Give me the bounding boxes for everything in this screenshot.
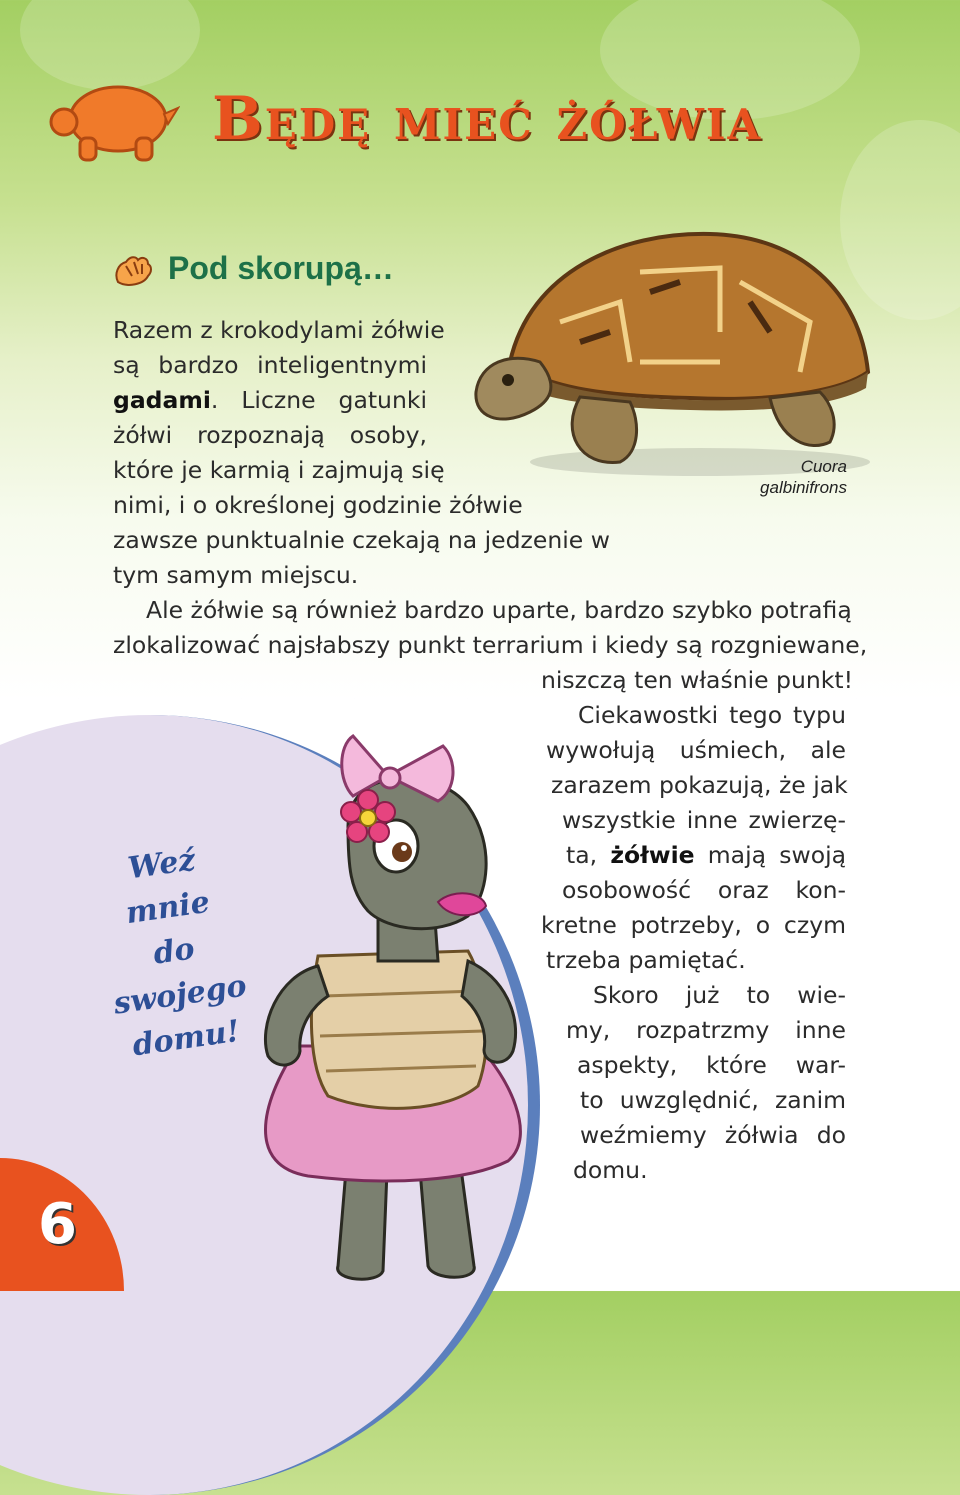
bold-term: gadami: [113, 386, 211, 414]
cartoon-turtle-illustration: [238, 706, 538, 1291]
text-line: kretne potrzeby, o czym: [541, 911, 846, 939]
page-title: Będę mieć żółwia: [212, 84, 763, 154]
text-line: Ciekawostki tego typu: [578, 701, 846, 729]
text-line: żółwi rozpoznają osoby,: [113, 421, 427, 449]
text-line: aspekty, które war-: [577, 1051, 846, 1079]
text-line: zawsze punktualnie czekają na jedzenie w: [113, 526, 610, 554]
text-line: które je karmią i zajmują się: [113, 456, 445, 484]
text-line: są bardzo inteligentnymi: [113, 351, 427, 379]
text-line: Ale żółwie są również bardzo uparte, bardzo szybko potrafią: [146, 596, 852, 624]
page-number: 6: [38, 1192, 77, 1257]
text-line: wszystkie inne zwierzę-: [562, 806, 846, 834]
text-line: osobowość oraz kon-: [562, 876, 846, 904]
speech-line: do swojego: [111, 931, 249, 1022]
bold-term: żółwie: [610, 841, 695, 869]
text-line: nimi, i o określonej godzinie żółwie: [113, 491, 523, 519]
text-line: niszczą ten właśnie punkt!: [541, 666, 854, 694]
text-line: [113, 383, 427, 418]
text-span: ta,: [566, 841, 611, 869]
hand-icon: [112, 252, 154, 288]
speech-line: domu!: [130, 1013, 242, 1064]
text-line: [566, 838, 846, 873]
photo-caption: [742, 456, 847, 498]
text-line: Razem z krokodylami żółwie: [113, 316, 445, 344]
text-span: . Liczne gatunki: [210, 386, 427, 414]
text-line: zarazem pokazują, że jak: [551, 771, 848, 799]
text-line: tym samym miejscu.: [113, 561, 359, 589]
text-line: zlokalizować najsłabszy punkt terrarium i kiedy są rozgniewane,: [113, 631, 868, 659]
section-heading: Pod skorupą…: [168, 250, 394, 286]
turtle-logo-icon: [48, 74, 180, 164]
text-line: my, rozpatrzmy inne: [566, 1016, 846, 1044]
text-line: Skoro już to wie-: [593, 981, 846, 1009]
text-span: mają swoją: [694, 841, 846, 869]
caption-line: galbinifrons: [760, 478, 847, 497]
turtle-photo: [470, 212, 880, 480]
speech-line: Weź mnie: [123, 842, 212, 932]
text-line: weźmiemy żółwia do: [580, 1121, 846, 1149]
caption-line: Cuora: [800, 457, 847, 476]
text-line: wywołują uśmiech, ale: [546, 736, 846, 764]
text-line: domu.: [573, 1156, 648, 1184]
text-line: trzeba pamiętać.: [546, 946, 746, 974]
text-line: to uwzględnić, zanim: [580, 1086, 846, 1114]
